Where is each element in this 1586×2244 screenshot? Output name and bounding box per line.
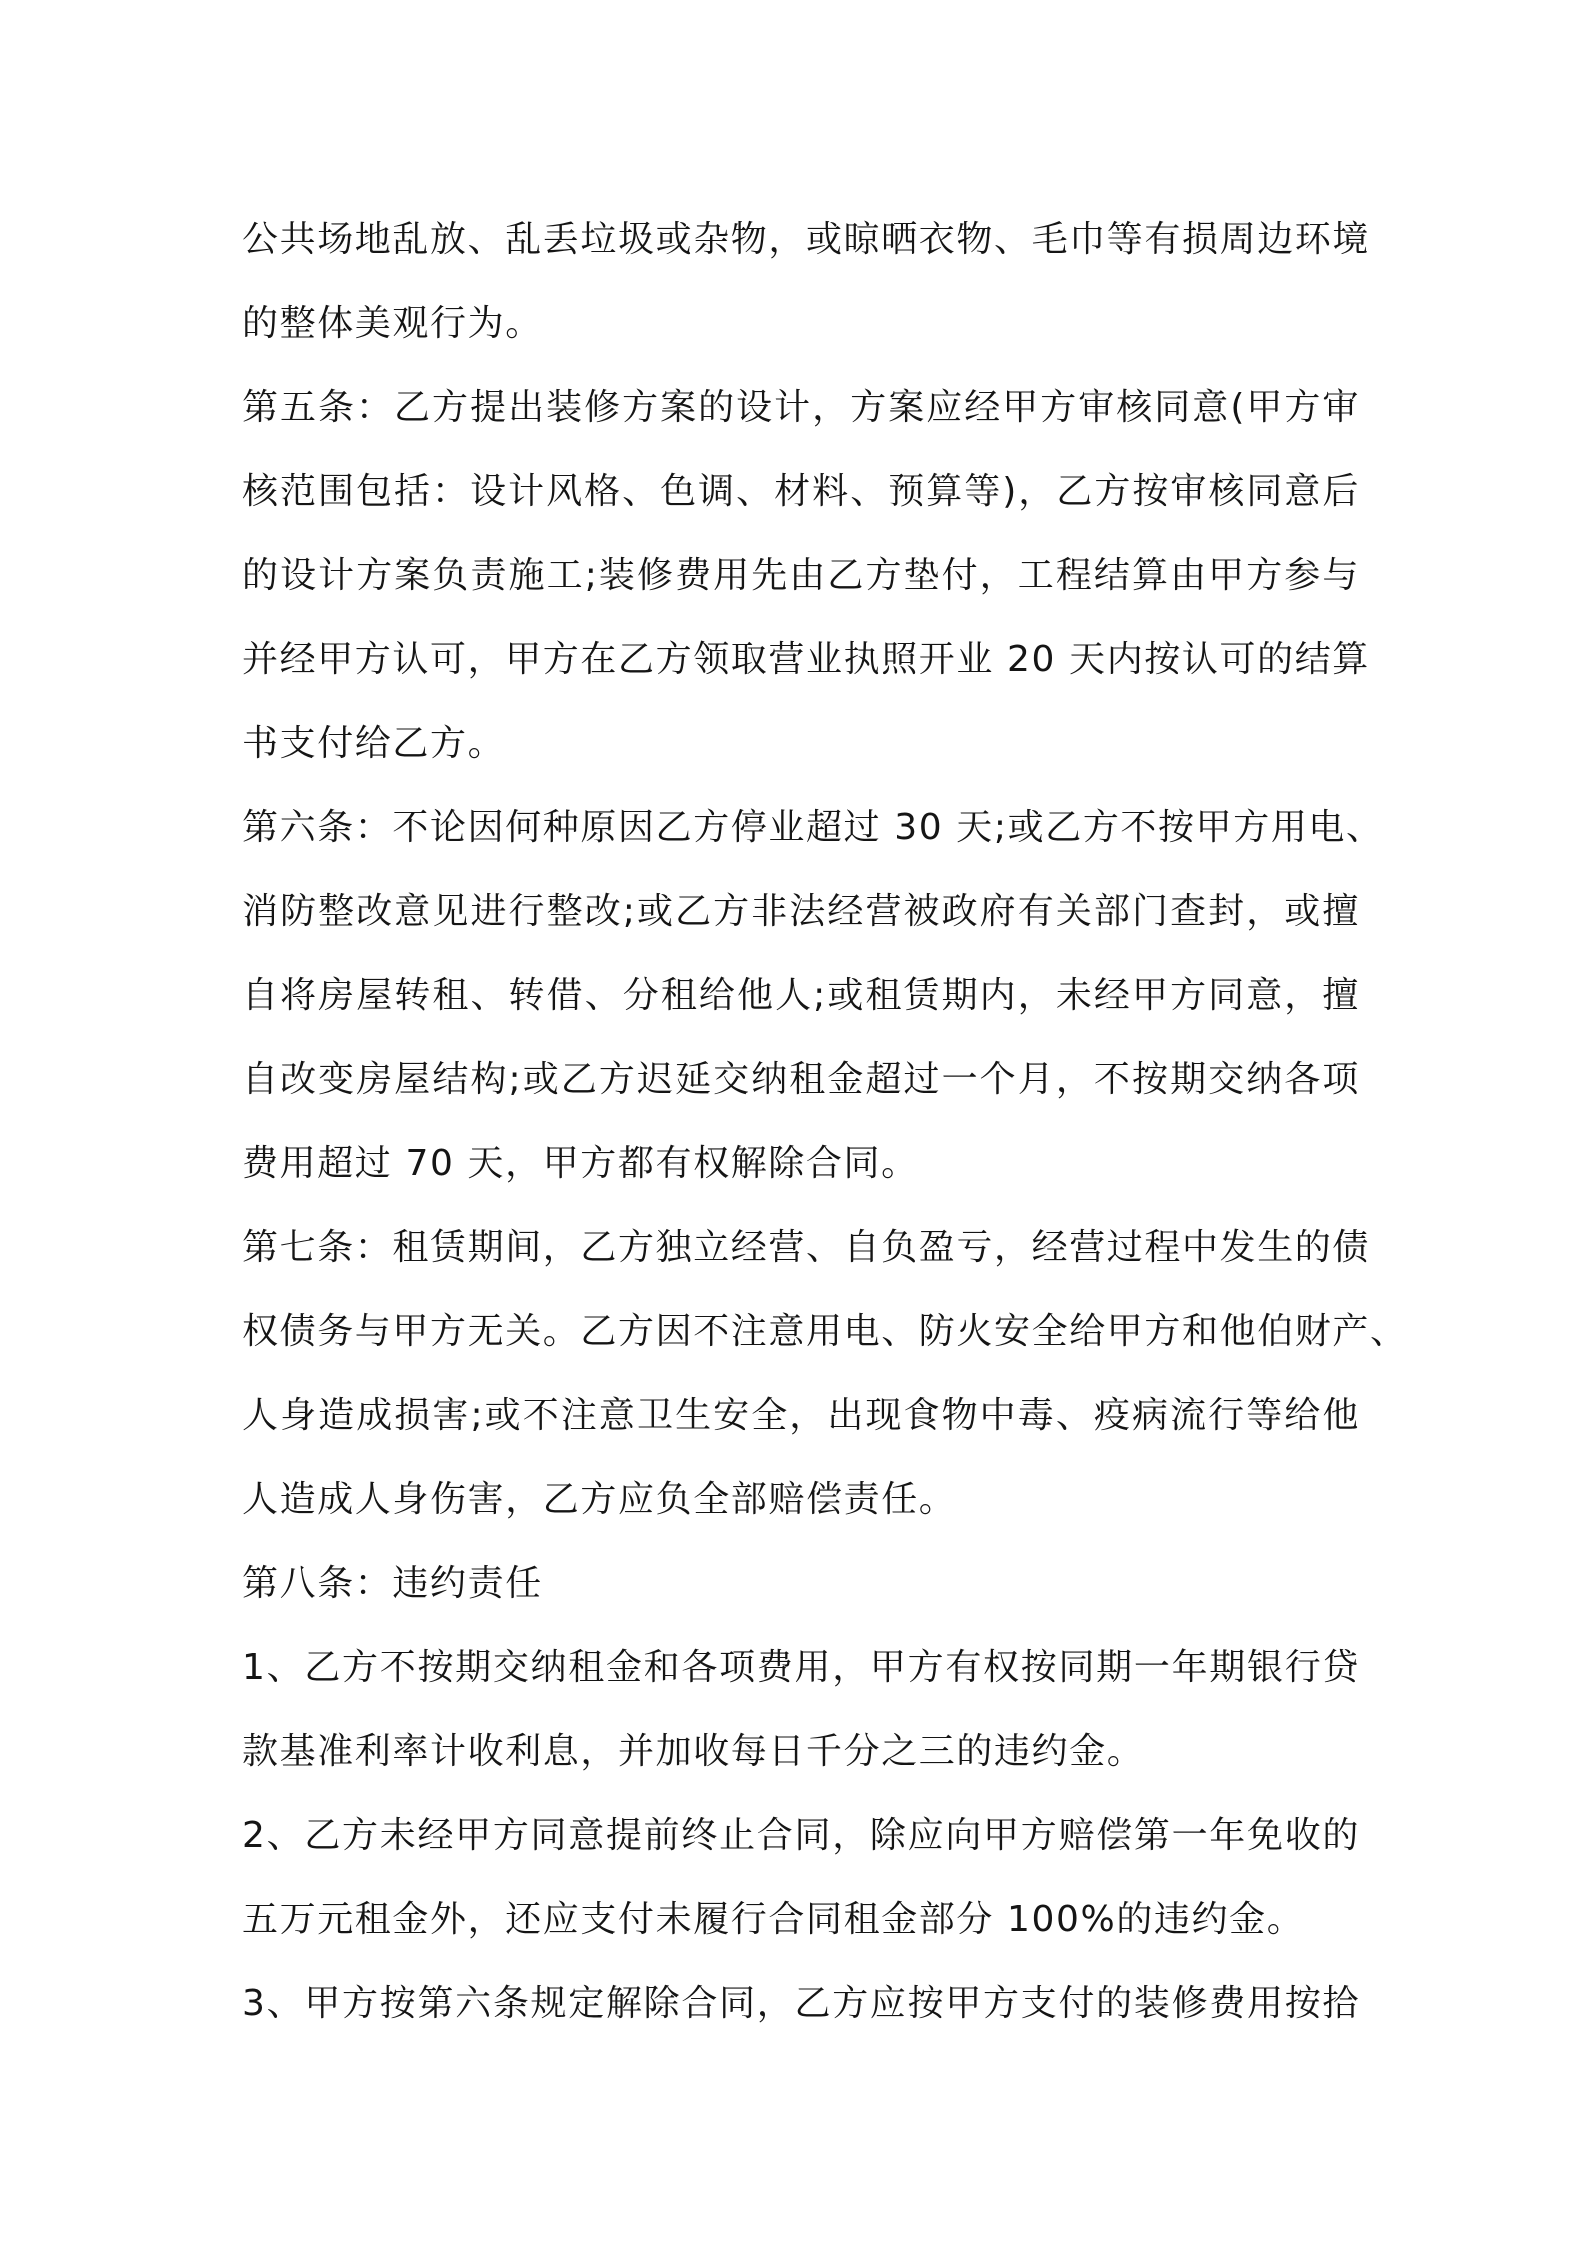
text-line: 公共场地乱放、乱丢垃圾或杂物，或晾晒衣物、毛巾等有损周边环境 [242,219,1371,260]
text-line: 的设计方案负责施工;装修费用先由乙方垫付，工程结算由甲方参与 [242,555,1360,596]
article-7-line: 第七条：租赁期间，乙方独立经营、自负盈亏，经营过程中发生的债 [242,1227,1371,1268]
clause-2-line: 2、乙方未经甲方同意提前终止合同，除应向甲方赔偿第一年免收的 [242,1815,1360,1856]
text-line: 并经甲方认可，甲方在乙方领取营业执照开业 20 天内按认可的结算 [242,639,1370,680]
clause-3-line: 3、甲方按第六条规定解除合同，乙方应按甲方支付的装修费用按拾 [242,1983,1360,2024]
text-line: 消防整改意见进行整改;或乙方非法经营被政府有关部门查封，或擅 [242,891,1360,932]
text-line: 的整体美观行为。 [242,303,543,344]
text-line: 款基准利率计收利息，并加收每日千分之三的违约金。 [242,1731,1145,1772]
article-8-heading: 第八条：违约责任 [242,1563,543,1604]
article-6-line: 第六条：不论因何种原因乙方停业超过 30 天;或乙方不按甲方用电、 [242,807,1384,848]
text-line: 五万元租金外，还应支付未履行合同租金部分 100%的违约金。 [242,1899,1305,1940]
text-line: 自将房屋转租、转借、分租给他人;或租赁期内，未经甲方同意，擅 [242,975,1360,1016]
text-line: 人身造成损害;或不注意卫生安全，出现食物中毒、疫病流行等给他 [242,1395,1360,1436]
text-line: 核范围包括：设计风格、色调、材料、预算等)，乙方按审核同意后 [242,471,1360,512]
text-line: 书支付给乙方。 [242,723,506,764]
text-line: 人造成人身伤害，乙方应负全部赔偿责任。 [242,1479,957,1520]
text-line: 费用超过 70 天，甲方都有权解除合同。 [242,1143,919,1184]
text-line: 权债务与甲方无关。乙方因不注意用电、防火安全给甲方和他伯财产、 [242,1311,1408,1352]
text-line: 自改变房屋结构;或乙方迟延交纳租金超过一个月，不按期交纳各项 [242,1059,1360,1100]
document-body [242,198,1408,2046]
article-5-line: 第五条：乙方提出装修方案的设计，方案应经甲方审核同意(甲方审 [242,387,1360,428]
clause-1-line: 1、乙方不按期交纳租金和各项费用，甲方有权按同期一年期银行贷 [242,1647,1360,1688]
